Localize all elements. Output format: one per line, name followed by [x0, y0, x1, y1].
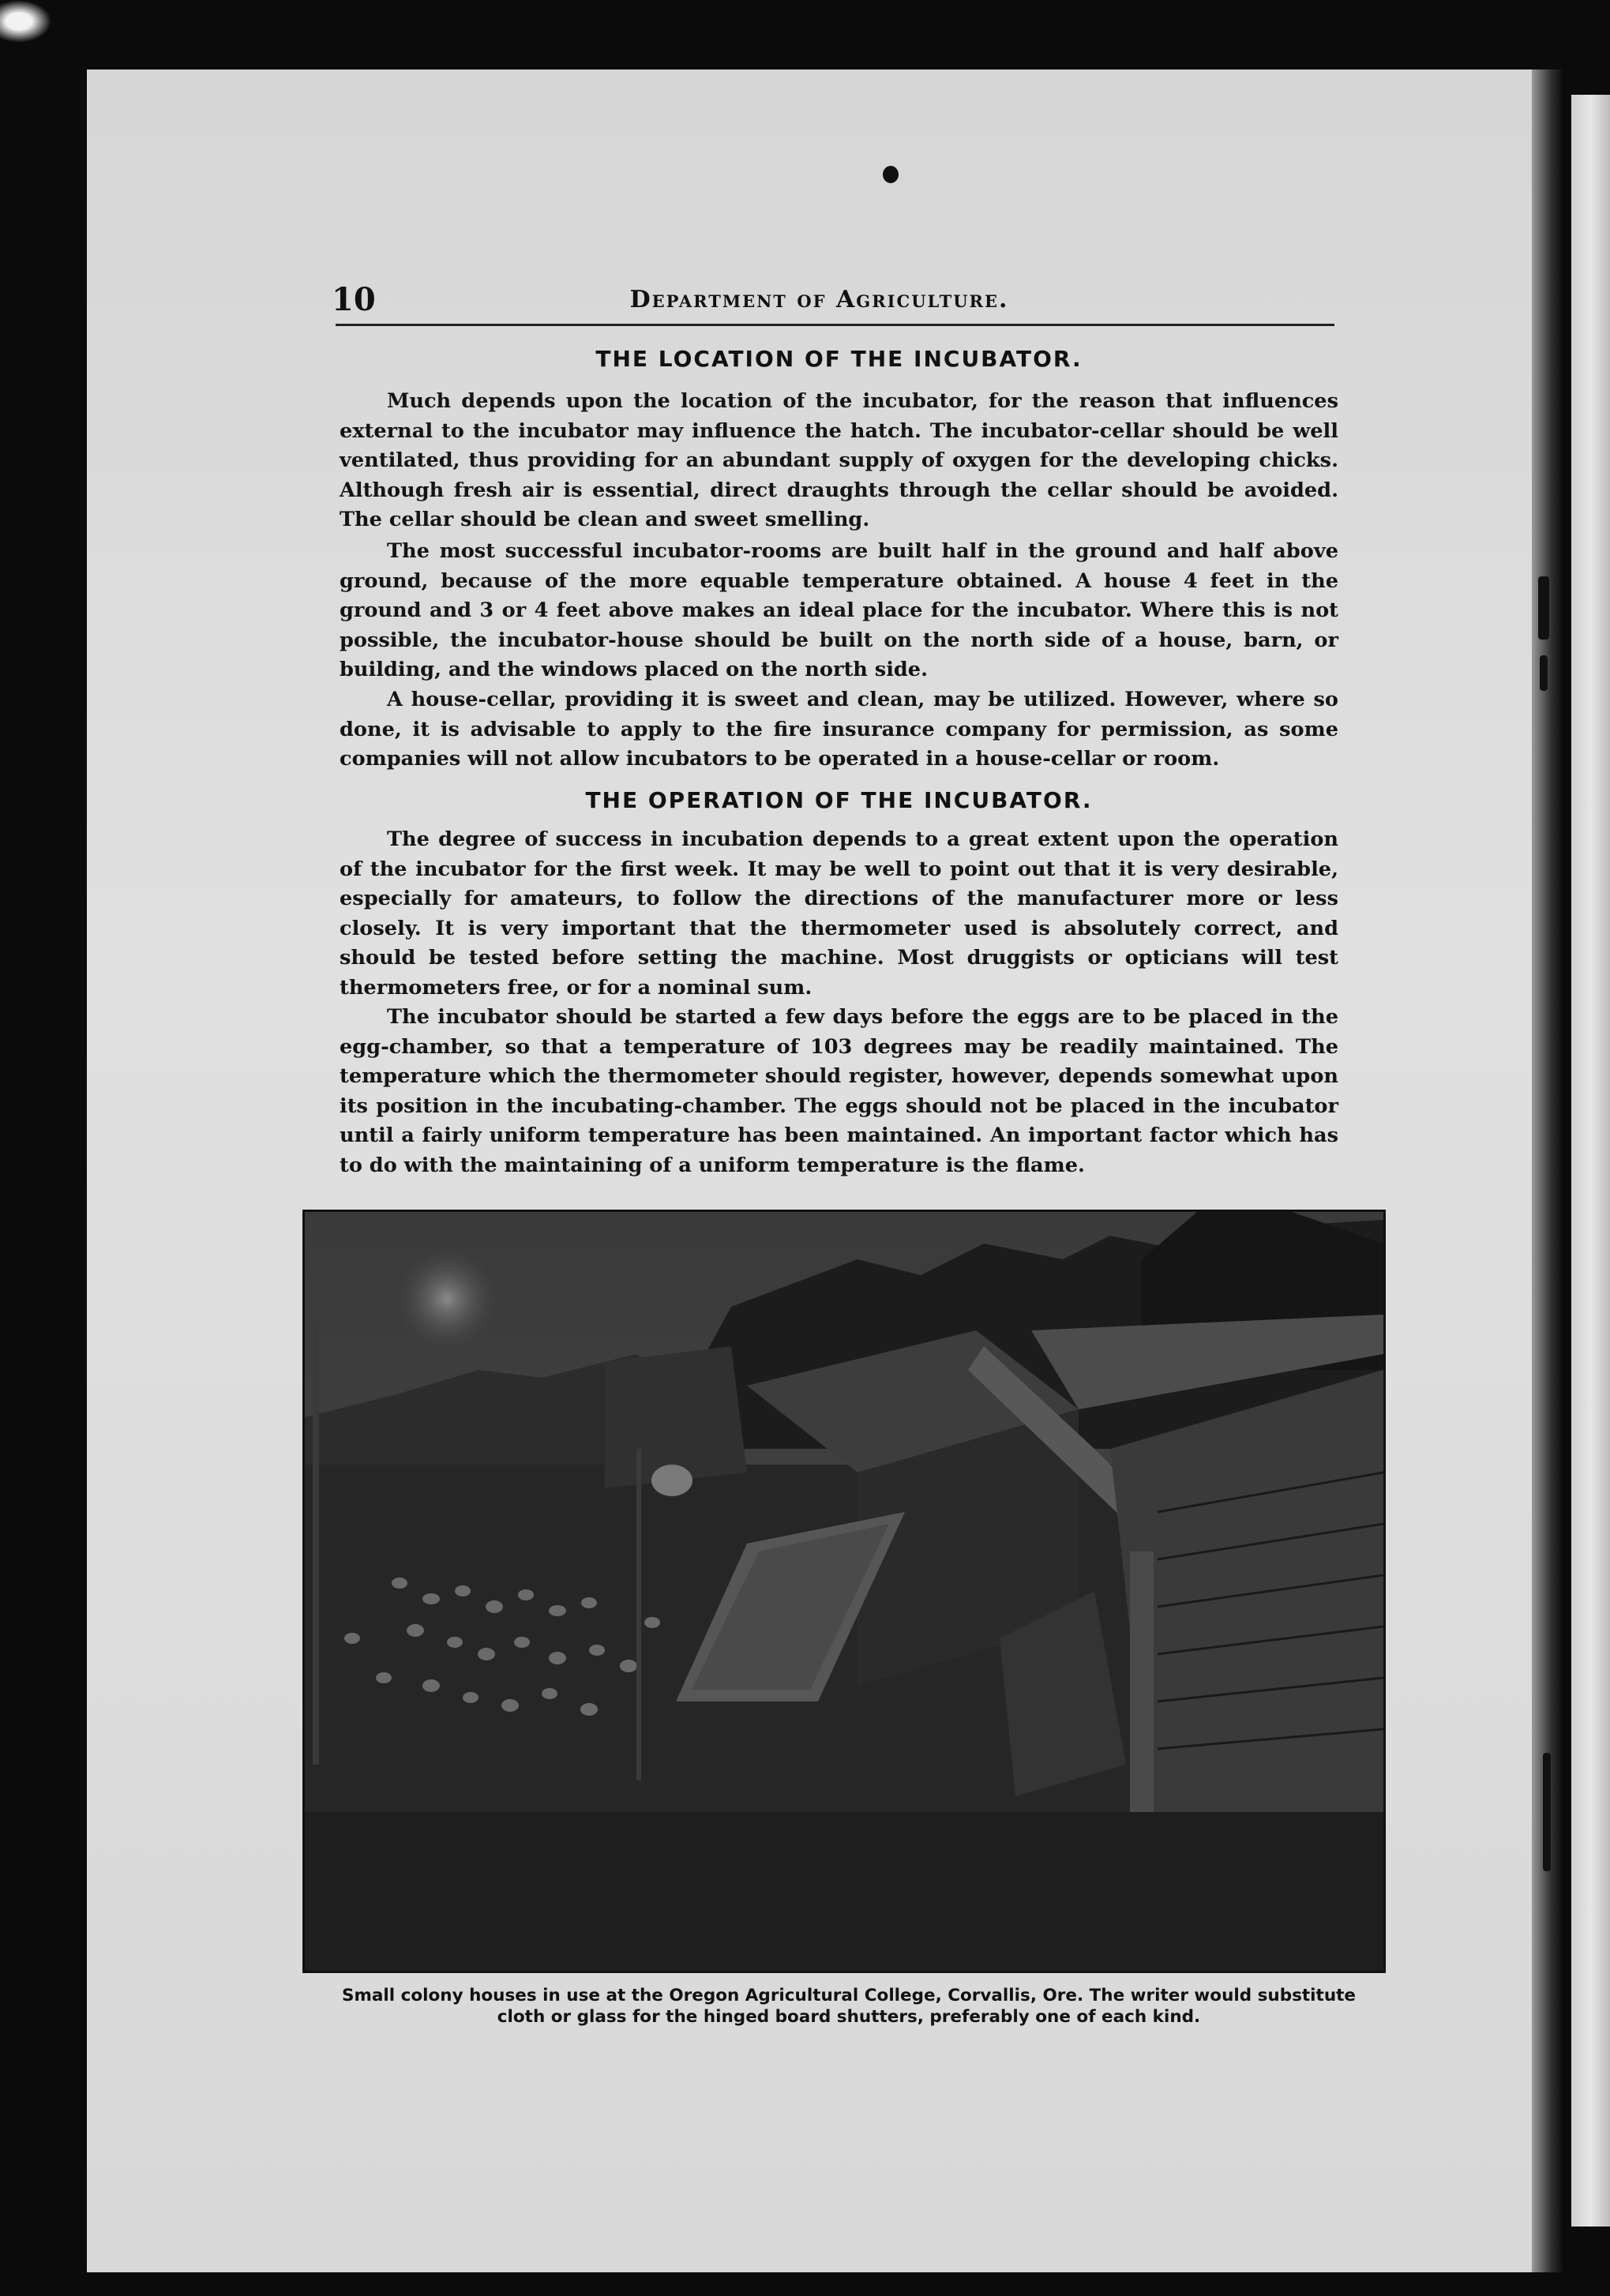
section-heading-operation: THE OPERATION OF THE INCUBATOR.: [585, 787, 1093, 813]
adjacent-page-edge: [1571, 95, 1610, 2227]
header-rule: [336, 324, 1334, 326]
running-title: Department of Agriculture.: [629, 285, 1009, 313]
paragraph: The degree of success in incubation depends to a great extent upon the operation of the incubator for the first week. It may be well to point out that it is very desirable, especially for amateurs, to follow the directions of the manufacturer more or less closely. It is very important that the thermometer used is absolutely correct, and should be tested before setting the machine. Most druggists or opticians will test thermometers free, or for a nominal sum.: [340, 827, 1338, 1000]
margin-mark: [1543, 1753, 1551, 1871]
paragraph: A house-cellar, providing it is sweet and clean, may be utilized. However, where so done, it is advisable to apply to the fire insurance company for permission, as some companies will not allow incubators to be operated in a house-cellar or room.: [340, 688, 1338, 771]
section-heading-location: THE LOCATION OF THE INCUBATOR.: [595, 346, 1083, 372]
paragraph: The incubator should be started a few days before the eggs are to be placed in the egg-chamber, so that a temperature of 103 degrees may be readily maintained. The temperature which the thermometer should register, however, depends somewhat upon its position in the incubating-chamber. The eggs should not be placed in the incubator until a fairly uniform temperature has been maintained. An important factor which has to do with the maintaining of a uniform temperature is the flame.: [340, 1005, 1338, 1177]
page-edge-shadow: [1532, 69, 1563, 2272]
margin-mark: [1540, 655, 1548, 691]
paragraph: Much depends upon the location of the incubator, for the reason that influences external to the incubator may influence the hatch. The incubator-cellar should be well ventilated, thus providing for an abundant supply of oxygen for the developing chicks. Although fresh air is essential, direct draughts through the cellar should be avoided. The cellar should be clean and sweet smelling.: [340, 389, 1338, 531]
figure-caption: Small colony houses in use at the Oregon Agricultural College, Corvallis, Ore. The writer would substitute cloth or glass for the hinged board shutters, preferably one of each kind.: [342, 1986, 1356, 2027]
margin-mark: [1538, 576, 1549, 640]
page-number: 10: [332, 280, 376, 318]
ink-dot: [883, 166, 899, 183]
colony-houses-photograph: [302, 1210, 1386, 1973]
running-header: [332, 275, 1338, 324]
scan-frame-corner: [0, 0, 95, 71]
paragraph: The most successful incubator-rooms are built half in the ground and half above ground, because of the more equable temperature obtained. A house 4 feet in the ground and 3 or 4 feet above makes an ideal place for the incubator. Where this is not possible, the incubator-house should be built on the north side of a house, barn, or building, and the windows placed on the north side.: [340, 539, 1338, 681]
